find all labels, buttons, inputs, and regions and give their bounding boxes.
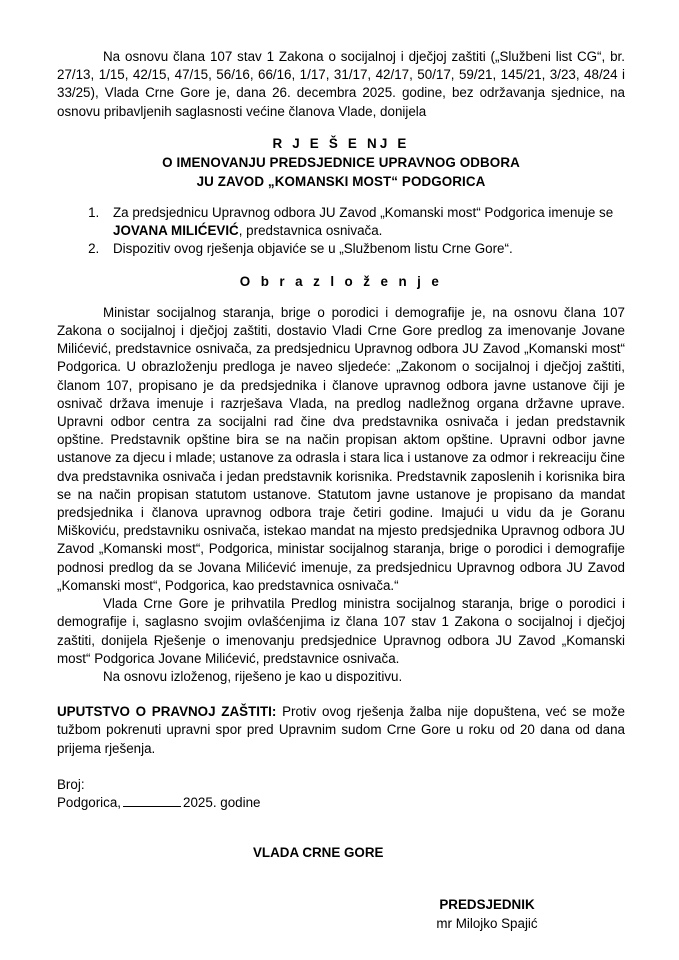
document-title-line2: O IMENOVANJU PREDSJEDNICE UPRAVNOG ODBORA bbox=[162, 155, 520, 171]
explanation-heading: O b r a z l o ž e n j e bbox=[239, 273, 443, 289]
dispositiv-item-1-text-before: Za predsjednicu Upravnog odbora JU Zavod „Komanski most“ Podgorica imenuje se bbox=[113, 205, 614, 221]
reference-number-label: Broj: bbox=[57, 776, 85, 792]
dispositiv-list bbox=[57, 204, 625, 259]
document-body bbox=[57, 48, 625, 933]
explanation-paragraph-1: Ministar socijalnog staranja, brige o porodici i demografije je, na osnovu člana 107 Zakona o socijalnoj i dječjoj zaštiti, dostavio Vladi Crne Gore predlog za imenovanje Jovane Milićević, predstavnice osnivača, za predsjednicu Upravnog odbora JU Zavod „Komanski most“ Podgorica. U obrazloženju predloga je naveo sljedeće: „Zakonom o socijalnoj i dječjoj zaštiti, članom 107, propisano je da predsjednika i članove upravnog odbora javne ustanove čiji je osnivač država imenuje i razrješava Vlada, na predlog nadležnog organa državne uprave. Upravni odbor centra za socijalni rad čine dva predstavnika osnivača i jedan predstavnik opštine. Predstavnik opštine bira se na način propisan aktom opštine. Upravni odbor javne ustanove za djecu i mlade; ustanove za odrasla i stara lica i ustanove za odmor i rekreaciju čine dva predstavnika osnivača i jedan predstavnik korisnika. Predstavnik zaposlenih i korisnika bira se na način propisan statutom ustanove. Statutom javne ustanove je propisano da mandat predsjednika i članova upravnog odbora traje četiri godine. Imajući u vidu da je Goranu Miškoviću, predstavniku osnivača, istekao mandat na mjesto predsjednika Upravnog odbora JU Zavod „Komanski most“, Podgorica, ministar socijalnog staranja, brige o porodici i demografije podnosi predlog da se Jovana Milićević imenuje, za predsjednicu Upravnog odbora JU Zavod „Komanski most“, Podgorica, kao predstavnica osnivača.“ bbox=[57, 304, 625, 593]
legal-remedy-paragraph bbox=[57, 703, 625, 758]
legal-remedy-label: UPUTSTVO O PRAVNOJ ZAŠTITI: bbox=[57, 704, 277, 720]
document-title-line3: JU ZAVOD „KOMANSKI MOST“ PODGORICA bbox=[196, 173, 486, 189]
legal-basis-paragraph: Na osnovu člana 107 stav 1 Zakona o socijalnoj i dječjoj zaštiti („Službeni list CG“, br. 27/13, 1/15, 42/15, 47/15, 56/16, 66/16, 1/17, 31/17, 42/17, 50/17, 59/21, 145/21, 3/23, 48/24 i 33/25), Vlada Crne Gore je, dana 26. decembra 2025. godine, bez održavanja sjednice, na osnovu pribavljenih saglasnosti većine članova Vlade, donijela bbox=[57, 49, 625, 119]
list-item bbox=[103, 204, 625, 240]
date-blank-field[interactable] bbox=[123, 797, 181, 807]
dispositiv-item-1-text-after: , predstavnica osnivača. bbox=[238, 223, 383, 239]
signature-block bbox=[57, 896, 625, 932]
signatory-title: PREDSJEDNIK bbox=[439, 897, 535, 913]
place-and-date-line bbox=[57, 794, 625, 812]
reference-number-block bbox=[57, 776, 625, 812]
year-label: 2025. godine bbox=[183, 794, 261, 810]
government-name: VLADA CRNE GORE bbox=[253, 845, 384, 861]
explanation-paragraph-2: Vlada Crne Gore je prihvatila Predlog ministra socijalnog staranja, brige o porodici i demografije i, saglasno svojim ovlašćenjima iz člana 107 stav 1 Zakona o socijalnoj i dječjoj zaštiti, donijela Rješenje o imenovanju predsjednice Upravnog odbora JU Zavod „Komanski most“ Podgorica Jovane Milićević, predstavnice osnivača. bbox=[57, 596, 625, 666]
appointee-name: JOVANA MILIĆEVIĆ bbox=[113, 223, 239, 239]
dispositiv-item-2-text: Dispozitiv ovog rješenja objaviće se u „Službenom listu Crne Gore“. bbox=[113, 241, 513, 257]
document-title-block bbox=[57, 135, 625, 191]
document-title-main: R J E Š E NJ E bbox=[272, 135, 410, 151]
list-item bbox=[103, 240, 625, 258]
place-label: Podgorica, bbox=[57, 794, 122, 810]
legal-remedy-text: Protiv ovog rješenja žalba nije dopuštena, već se može tužbom pokrenuti upravni spor pred Upravnim sudom Crne Gore u roku od 20 dana od dana prijema rješenja. bbox=[57, 704, 625, 756]
explanation-paragraph-3: Na osnovu izloženog, riješeno je kao u dispozitivu. bbox=[103, 668, 403, 684]
signatory-name: mr Milojko Spajić bbox=[436, 915, 538, 931]
